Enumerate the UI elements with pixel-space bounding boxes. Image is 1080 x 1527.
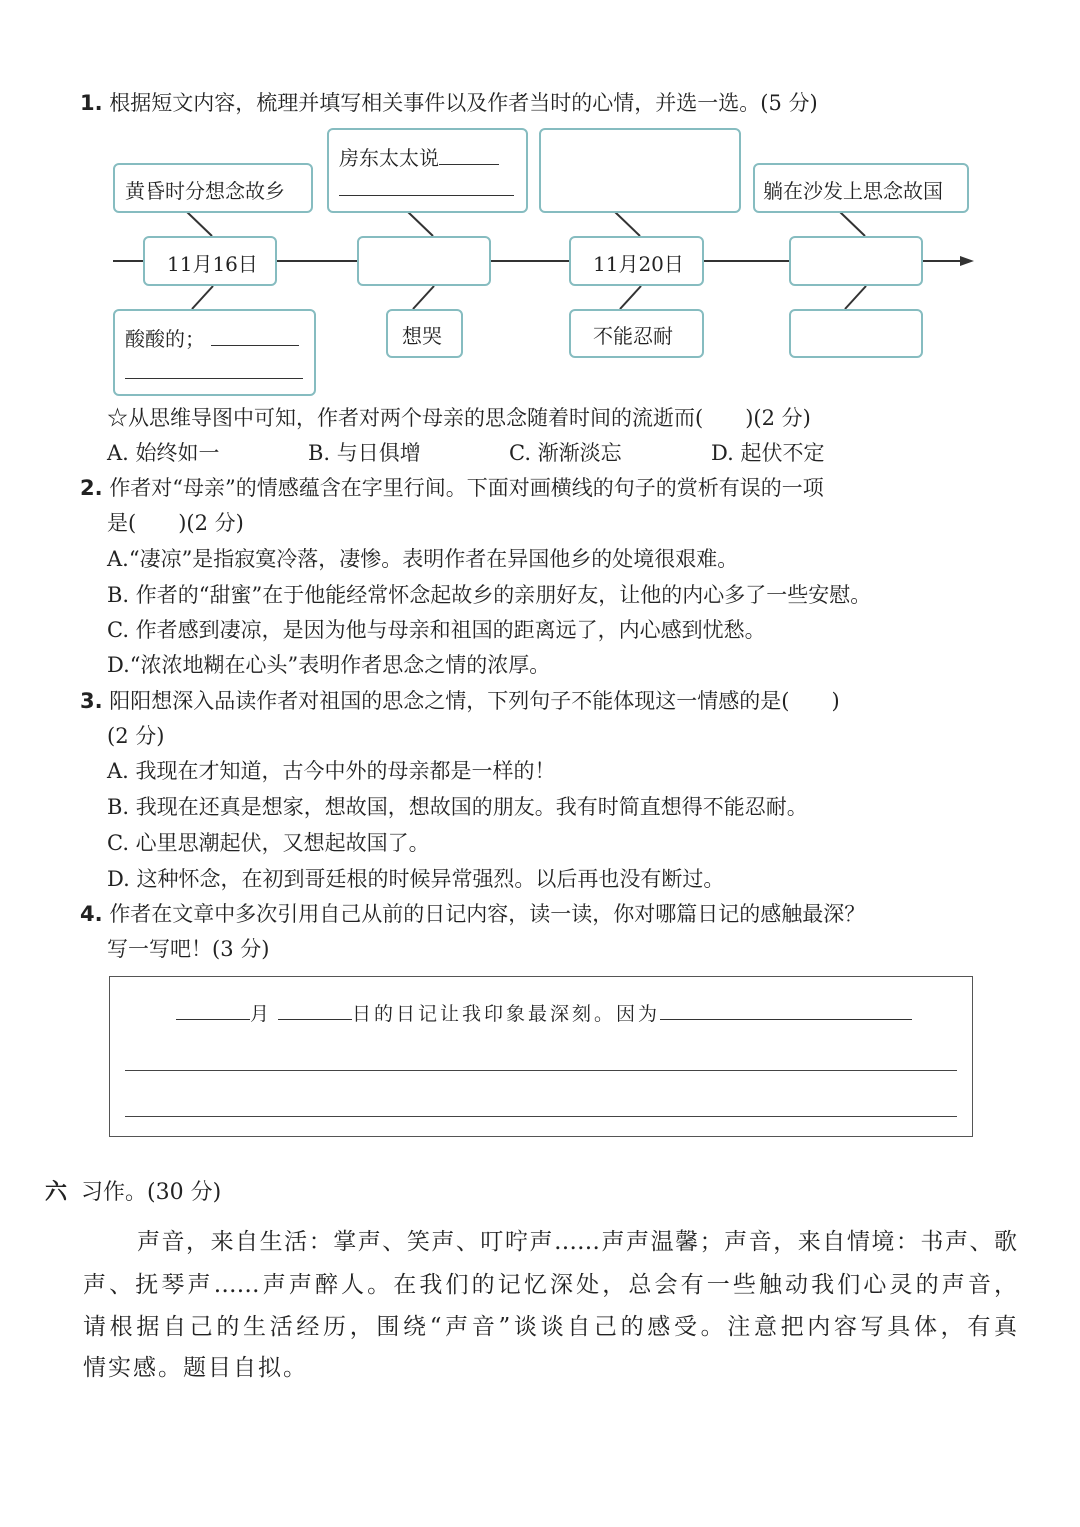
blank[interactable] <box>125 360 303 379</box>
q1-option-a[interactable]: A. 始终如一 <box>107 441 220 465</box>
answer-line[interactable] <box>125 1116 957 1117</box>
answer-line[interactable] <box>125 1070 957 1071</box>
event-box-4: 躺在沙发上思念故国 <box>753 163 969 213</box>
essay-prompt-line-2: 声、抚琴声……声声醉人。在我们的记忆深处，总会有一些触动我们心灵的声音， <box>83 1272 1017 1298</box>
date-box-4-empty[interactable] <box>789 236 923 286</box>
q4-title-cont: 写一写吧！(3 分) <box>107 937 270 961</box>
day-blank[interactable] <box>278 1001 352 1020</box>
q2-option-b[interactable]: B. 作者的“甜蜜”在于他能经常怀念起故乡的亲朋好友，让他的内心多了一些安慰。 <box>107 583 872 607</box>
event-box-1: 黄昏时分想念故乡 <box>113 163 313 213</box>
event-box-2[interactable]: 房东太太说 <box>327 128 528 213</box>
essay-prompt-line-4: 情实感。题目自拟。 <box>83 1355 308 1381</box>
event-box-3-empty[interactable] <box>539 128 741 213</box>
q2-title: 2. 作者对“母亲”的情感蕴含在字里行间。下面对画横线的句子的赏析有误的一项 <box>80 476 824 500</box>
q3-option-b[interactable]: B. 我现在还真是想家，想故国，想故国的朋友。我有时简直想得不能忍耐。 <box>107 795 808 819</box>
mood-box-4-empty[interactable] <box>789 309 923 358</box>
q2-option-d[interactable]: D.“浓浓地糊在心头”表明作者思念之情的浓厚。 <box>107 653 551 677</box>
q2-option-a[interactable]: A.“凄凉”是指寂寞冷落，凄惨。表明作者在异国他乡的处境很艰难。 <box>107 547 739 571</box>
blank[interactable] <box>339 177 514 196</box>
q4-answer-box[interactable]: 月 日的日记让我印象最深刻。因为 <box>109 976 973 1137</box>
q3-option-d[interactable]: D. 这种怀念，在初到哥廷根的时候异常强烈。以后再也没有断过。 <box>107 867 725 891</box>
q1-option-c[interactable]: C. 渐渐淡忘 <box>509 441 622 465</box>
q3-option-a[interactable]: A. 我现在才知道，古今中外的母亲都是一样的！ <box>107 759 556 783</box>
q3-title: 3. 阳阳想深入品读作者对祖国的思念之情，下列句子不能体现这一情感的是( ) <box>80 689 840 713</box>
section-6-title: 六 习作。(30 分) <box>45 1180 222 1205</box>
blank[interactable] <box>439 146 499 165</box>
reason-blank[interactable] <box>660 1001 912 1020</box>
q4-title: 4. 作者在文章中多次引用自己从前的日记内容，读一读，你对哪篇日记的感触最深？ <box>80 902 866 926</box>
mood-box-3: 不能忍耐 <box>569 309 704 358</box>
essay-prompt-line-3: 请根据自己的生活经历，围绕“声音”谈谈自己的感受。注意把内容写具体，有真 <box>83 1314 1017 1340</box>
blank[interactable] <box>211 327 299 346</box>
q1-option-b[interactable]: B. 与日俱增 <box>308 441 421 465</box>
q1-star-question: ☆从思维导图中可知，作者对两个母亲的思念随着时间的流逝而( )(2 分) <box>107 406 811 430</box>
q3-option-c[interactable]: C. 心里思潮起伏，又想起故国了。 <box>107 831 430 855</box>
q2-option-c[interactable]: C. 作者感到凄凉，是因为他与母亲和祖国的距离远了，内心感到忧愁。 <box>107 618 766 642</box>
q1-option-d[interactable]: D. 起伏不定 <box>711 441 825 465</box>
date-box-1: 11月16日 <box>143 236 277 286</box>
q2-title-cont: 是( )(2 分) <box>107 511 244 535</box>
q3-title-cont: (2 分) <box>107 724 165 748</box>
essay-prompt-line-1: 声音，来自生活：掌声、笑声、叮咛声……声声温馨；声音，来自情境：书声、歌 <box>137 1229 1017 1255</box>
date-box-3: 11月20日 <box>569 236 704 286</box>
month-blank[interactable] <box>176 1001 250 1020</box>
timeline-arrow-icon <box>960 256 974 266</box>
mood-box-1[interactable]: 酸酸的； <box>113 309 316 396</box>
mood-box-2: 想哭 <box>386 309 463 358</box>
q1-title: 1. 根据短文内容，梳理并填写相关事件以及作者当时的心情，并选一选。(5 分) <box>80 91 818 115</box>
date-box-2-empty[interactable] <box>357 236 491 286</box>
